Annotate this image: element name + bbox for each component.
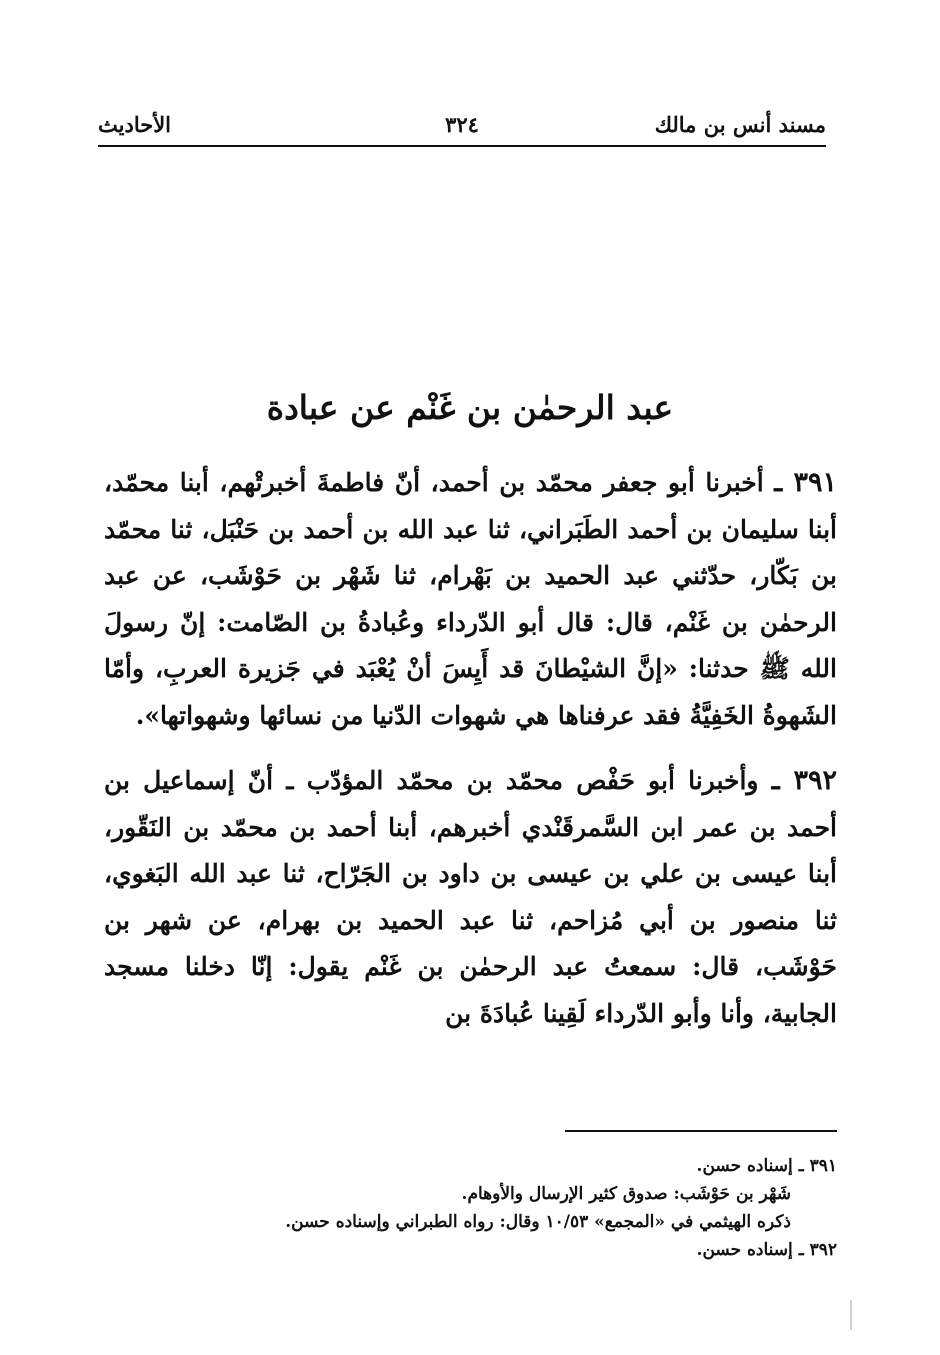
scan-edge-mark: [850, 1300, 852, 1330]
hadith-number: ٣٩١ ـ: [774, 467, 837, 498]
header-rule: [98, 145, 826, 147]
page-number: ٣٢٤: [445, 112, 479, 137]
footnote: [150, 1236, 837, 1264]
hadith-text: أخبرنا أبو جعفر محمّد بن أحمد، أنّ فاطمةَ أخبرتْهم، أبنا محمّد، أبنا سليمان بن أحمد الطَبَراني، ثنا عبد الله بن أحمد بن حَنْبَل، ثنا محمّد بن بَكّار، حدّثني عبد الحميد بن بَهْرام، ثنا شَهْر بن حَوْشَب، عن عبد الرحمٰن بن غَنْم، قال: قال أبو الدّرداء وعُبادةُ بن الصّامت: إنّ رسولَ الله ﷺ حدثنا: «إنَّ الشيْطانَ قد أَيِسَ أنْ يُعْبَد في جَزيرة العربِ، وأمّا الشَهوةُ الخَفِيَّةُ فقد عرفناها هي شهوات الدّنيا من نسائها وشهواتها».: [104, 468, 837, 730]
hadith-text: وأخبرنا أبو حَفْص محمّد بن محمّد المؤدّب ـ أنّ إسماعيل بن أحمد بن عمر ابن السَّمرقَنْدي أخبرهم، أبنا أحمد بن محمّد بن النَقّور، أبنا عيسى بن علي بن عيسى بن داود بن الجَرّاح، ثنا عبد الله البَغوي، ثنا منصور بن أبي مُزاحم، ثنا عبد الحميد بن بهرام، عن شهر بن حَوْشَب، قال: سمعتُ عبد الرحمٰن بن غَنْم يقول: إنّا دخلنا مسجد الجابية، وأنا وأبو الدّرداء لَقِينا عُبادَةَ بن: [104, 766, 837, 1028]
footnote-text: ذكره الهيثمي في «المجمع» ١٠/٥٣ وقال: رواه الطبراني وإسناده حسن.: [285, 1212, 791, 1232]
hadith-391: [104, 460, 837, 739]
book-title: مسند أنس بن مالك: [654, 112, 826, 137]
hadith-body: [104, 460, 837, 1037]
section-name: الأحاديث: [98, 112, 172, 137]
footnote-text: إسناده حسن.: [696, 1240, 793, 1260]
footnote-text: إسناده حسن.: [696, 1156, 793, 1176]
footnote-number: ٣٩١ ـ: [798, 1156, 837, 1176]
footnotes: [150, 1152, 837, 1264]
footnote: [150, 1208, 837, 1236]
section-title: عبد الرحمٰن بن غَنْم عن عبادة: [266, 388, 674, 427]
hadith-number: ٣٩٢ ـ: [771, 765, 837, 796]
running-header: [98, 112, 826, 146]
footnote: [150, 1180, 837, 1208]
hadith-392: [104, 758, 837, 1037]
footnote: [150, 1152, 837, 1180]
footnote-text: شَهْر بن حَوْشَب: صدوق كثير الإرسال والأوهام.: [461, 1184, 791, 1204]
footnote-number: ٣٩٢ ـ: [798, 1240, 837, 1260]
footnote-rule: [565, 1130, 837, 1132]
